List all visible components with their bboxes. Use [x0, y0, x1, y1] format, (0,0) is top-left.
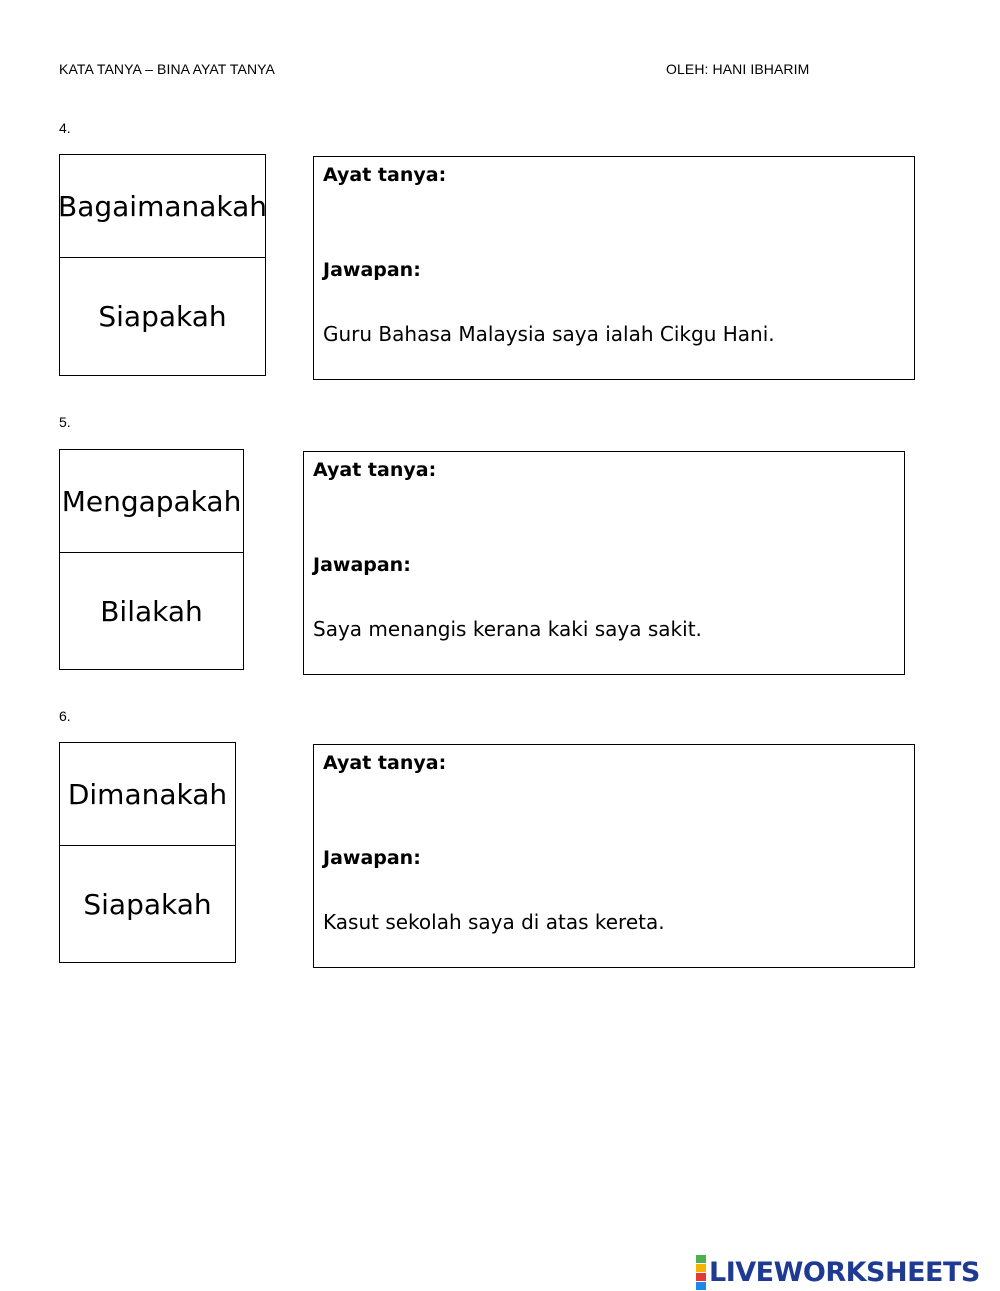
answer-text: Saya menangis kerana kaki saya sakit.: [313, 617, 702, 641]
answer-text: Guru Bahasa Malaysia saya ialah Cikgu Hani.: [323, 322, 775, 346]
header-title: KATA TANYA – BINA AYAT TANYA: [59, 61, 275, 77]
logo-text: LIVEWORKSHEETS: [709, 1257, 980, 1288]
choice-option[interactable]: Bilakah: [100, 594, 203, 628]
choice-option[interactable]: Bagaimanakah: [60, 155, 265, 258]
choice-box: [59, 449, 244, 670]
answer-label: Jawapan:: [323, 259, 421, 281]
question-label: Ayat tanya:: [323, 164, 447, 186]
answer-box: [313, 744, 915, 968]
logo-block: [696, 1273, 706, 1281]
choice-option[interactable]: Siapakah: [83, 887, 212, 921]
question-number: 6.: [59, 708, 71, 724]
answer-box: [313, 156, 915, 380]
liveworksheets-logo: [696, 1255, 980, 1290]
logo-block: [696, 1264, 706, 1272]
question-label: Ayat tanya:: [323, 752, 447, 774]
question-number: 5.: [59, 414, 71, 430]
choice-option[interactable]: Mengapakah: [60, 450, 243, 553]
answer-text: Kasut sekolah saya di atas kereta.: [323, 910, 665, 934]
logo-block: [696, 1255, 706, 1263]
choice-box: [59, 154, 266, 376]
answer-box: [303, 451, 905, 675]
header-author: OLEH: HANI IBHARIM: [666, 61, 810, 77]
choice-option[interactable]: Siapakah: [98, 300, 227, 333]
logo-block: [696, 1282, 706, 1290]
answer-label: Jawapan:: [323, 847, 421, 869]
choice-option[interactable]: Dimanakah: [60, 743, 235, 846]
question-number: 4.: [59, 120, 71, 136]
logo-mark-icon: [696, 1255, 706, 1290]
answer-label: Jawapan:: [313, 554, 411, 576]
question-label: Ayat tanya:: [313, 459, 437, 481]
choice-box: [59, 742, 236, 963]
